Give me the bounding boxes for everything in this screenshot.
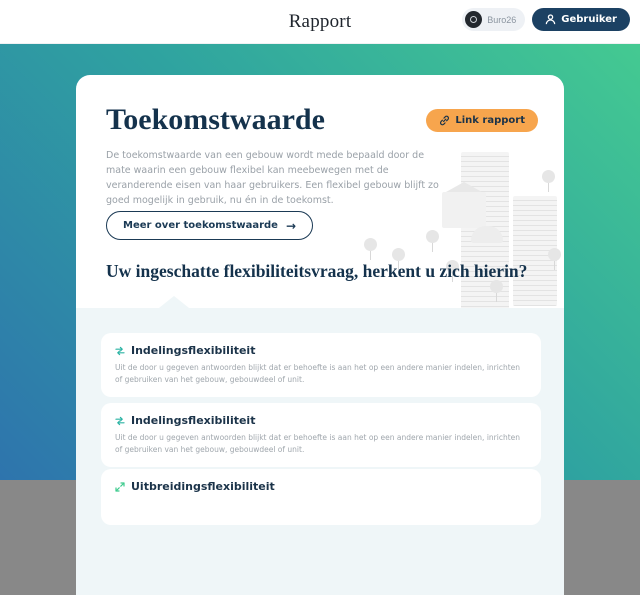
report-card [76,75,564,595]
indeling-icon [115,346,125,356]
item-description: Uit de door u gegeven antwoorden blijkt dat er behoefte is aan het op een andere manier indelen, inrichten of gebruiken van het gebouw, gebouwdeel of unit. [115,363,521,384]
item-title: Indelingsflexibiliteit [131,414,256,427]
account-chip[interactable] [462,8,525,31]
tree-icon [364,238,377,260]
section-heading: Uw ingeschatte flexibiliteitsvraag, herkent u zich hierin? [106,261,528,281]
item-title: Uitbreidingsflexibiliteit [131,480,275,493]
tree-icon [490,280,503,302]
uitbreiding-icon [115,482,125,492]
link-rapport-label: Link rapport [455,115,525,126]
item-header [115,414,527,427]
section-notch [159,296,189,308]
arrow-right-icon: → [285,218,297,233]
link-rapport-button[interactable] [426,109,538,132]
account-name: Buro26 [487,14,517,25]
hero-title: Toekomstwaarde [106,103,325,136]
flex-item-uitbreiding[interactable] [101,469,541,525]
small-building [442,192,486,228]
avatar-logo-icon [465,11,482,28]
item-header [115,344,527,357]
hero-description: De toekomstwaarde van een gebouw wordt mede bepaald door de mate waarin een gebouw flexibel kan meebewegen met de veranderende eisen van haar gebruikers. Een flexibel gebouw blijft zo goed mogelijk in gebruik, nu én in de toekomst. [106,150,439,206]
flex-item-indeling-2[interactable] [101,403,541,467]
more-button-label: Meer over toekomstwaarde [123,220,278,231]
tree-icon [542,170,555,192]
tree-icon [426,230,439,252]
link-icon [439,115,450,126]
user-button-label: Gebruiker [561,14,617,25]
indeling-icon [115,416,125,426]
flex-item-indeling-1[interactable] [101,333,541,397]
user-icon [545,14,556,25]
user-button[interactable] [532,8,630,31]
item-header [115,480,527,493]
more-button[interactable] [106,211,313,240]
item-title: Indelingsflexibiliteit [131,344,256,357]
top-bar-actions [462,8,630,31]
page-title: Rapport [288,11,352,32]
top-bar [0,0,640,44]
item-description: Uit de door u gegeven antwoorden blijkt dat er behoefte is aan het op een andere manier indelen, inrichten of gebruiken van het gebouw, gebouwdeel of unit. [115,433,521,454]
flexibility-section [76,308,564,595]
